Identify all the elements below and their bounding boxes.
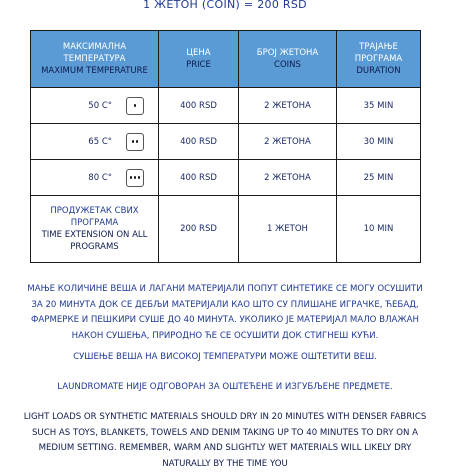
coins-cell: 2 ЖЕТОНА: [239, 124, 337, 160]
temperature-value: 50 C°: [88, 100, 112, 111]
temperature-cell: [31, 160, 159, 196]
price-cell: 400 RSD: [159, 160, 239, 196]
table-row: [31, 88, 421, 124]
drying-note-en: LIGHT LOADS OR SYNTHETIC MATERIALS SHOULD DRY IN 20 MINUTES WITH DENSER FABRICS SUCH AS TOYS, BLANKETS, TOWELS AND DENIM TAKING UP TO 40 MINUTES TO DRY ON A MEDIUM SETTING. REMEMBER, WARM AND SLIGHTLY WET MATERIALS WILL LIKELY DRY NATURALLY BY THE TIME YOU: [23, 412, 427, 469]
temperature-value: 65 C°: [88, 136, 112, 147]
duration-cell: 10 MIN: [337, 196, 421, 263]
price-cell: 400 RSD: [159, 124, 239, 160]
table-header-row: [31, 31, 421, 88]
coins-cell: 2 ЖЕТОНА: [239, 160, 337, 196]
extension-label-cell: [31, 196, 159, 263]
header-coins: [239, 31, 337, 88]
header-max-temperature: [31, 31, 159, 88]
header-label-sr: БРОЈ ЖЕТОНА: [256, 48, 319, 58]
header-label-en: PRICE: [186, 60, 211, 70]
price-table: [30, 30, 421, 263]
liability-note-sr: LAUNDROMATE НИЈЕ ОДГОВОРАН ЗА ОШТЕЋЕНЕ И ИЗГУБЉЕНЕ ПРЕДМЕТЕ.: [57, 382, 393, 392]
header-label-sr: ЦЕНА: [186, 48, 211, 58]
coin-rate-heading: 1 ЖЕТОН (COIN) = 200 RSD: [143, 0, 307, 11]
header-label-en: DURATION: [356, 66, 401, 76]
header-label-en: MAXIMUM TEMPERATURE: [41, 66, 148, 76]
temperature-cell: [31, 88, 159, 124]
header-duration: [337, 31, 421, 88]
table-row-extension: [31, 196, 421, 263]
table-row: [31, 124, 421, 160]
high-temperature-warning-sr: СУШЕЊЕ ВЕША НА ВИСОКОЈ ТЕМПЕРАТУРИ МОЖЕ ОШТЕТИТИ ВЕШ.: [73, 352, 377, 362]
price-cell: 200 RSD: [159, 196, 239, 263]
header-label-sr: МАКСИМАЛНА ТЕМПЕРАТУРА: [62, 42, 127, 64]
duration-cell: 25 MIN: [337, 160, 421, 196]
price-cell: 400 RSD: [159, 88, 239, 124]
header-label-en: COINS: [274, 60, 301, 70]
temperature-cell: [31, 124, 159, 160]
one-dot-temperature-icon: [126, 97, 144, 115]
duration-cell: 30 MIN: [337, 124, 421, 160]
coins-cell: 1 ЖЕТОН: [239, 196, 337, 263]
coins-cell: 2 ЖЕТОНА: [239, 88, 337, 124]
table-row: [31, 160, 421, 196]
temperature-value: 80 C°: [88, 172, 112, 183]
extension-label-sr: ПРОДУЖЕТАК СВИХ ПРОГРАМА: [50, 206, 139, 228]
two-dot-temperature-icon: [126, 133, 144, 151]
duration-cell: 35 MIN: [337, 88, 421, 124]
header-label-sr: ТРАЈАЊЕ ПРОГРАМА: [354, 42, 403, 64]
drying-note-sr: МАЊЕ КОЛИЧИНЕ ВЕША И ЛАГАНИ МАТЕРИЈАЛИ ПОПУТ СИНТЕТИКЕ СЕ МОГУ ОСУШИТИ ЗА 20 МИНУТА ДОК СЕ ДЕБЉИ МАТЕРИЈАЛИ КАО ШТО СУ ПЛИШАНЕ ИГРАЧКЕ, ЋЕБАД, ФАРМЕРКЕ И ПЕШКИРИ СУШЕ ДО 40 МИНУТА. УКОЛИКО ЈЕ МАТЕРИЈАЛ МАЛО ВЛАЖАН НАКОН СУШЕЊА, ПРИРОДНО ЋЕ СЕ ОСУШИТИ ДОК СТИГНЕШ КУЋИ.: [27, 284, 423, 341]
three-dot-temperature-icon: [126, 169, 144, 187]
extension-label-en: TIME EXTENSION ON ALL PROGRAMS: [41, 230, 148, 252]
header-price: [159, 31, 239, 88]
